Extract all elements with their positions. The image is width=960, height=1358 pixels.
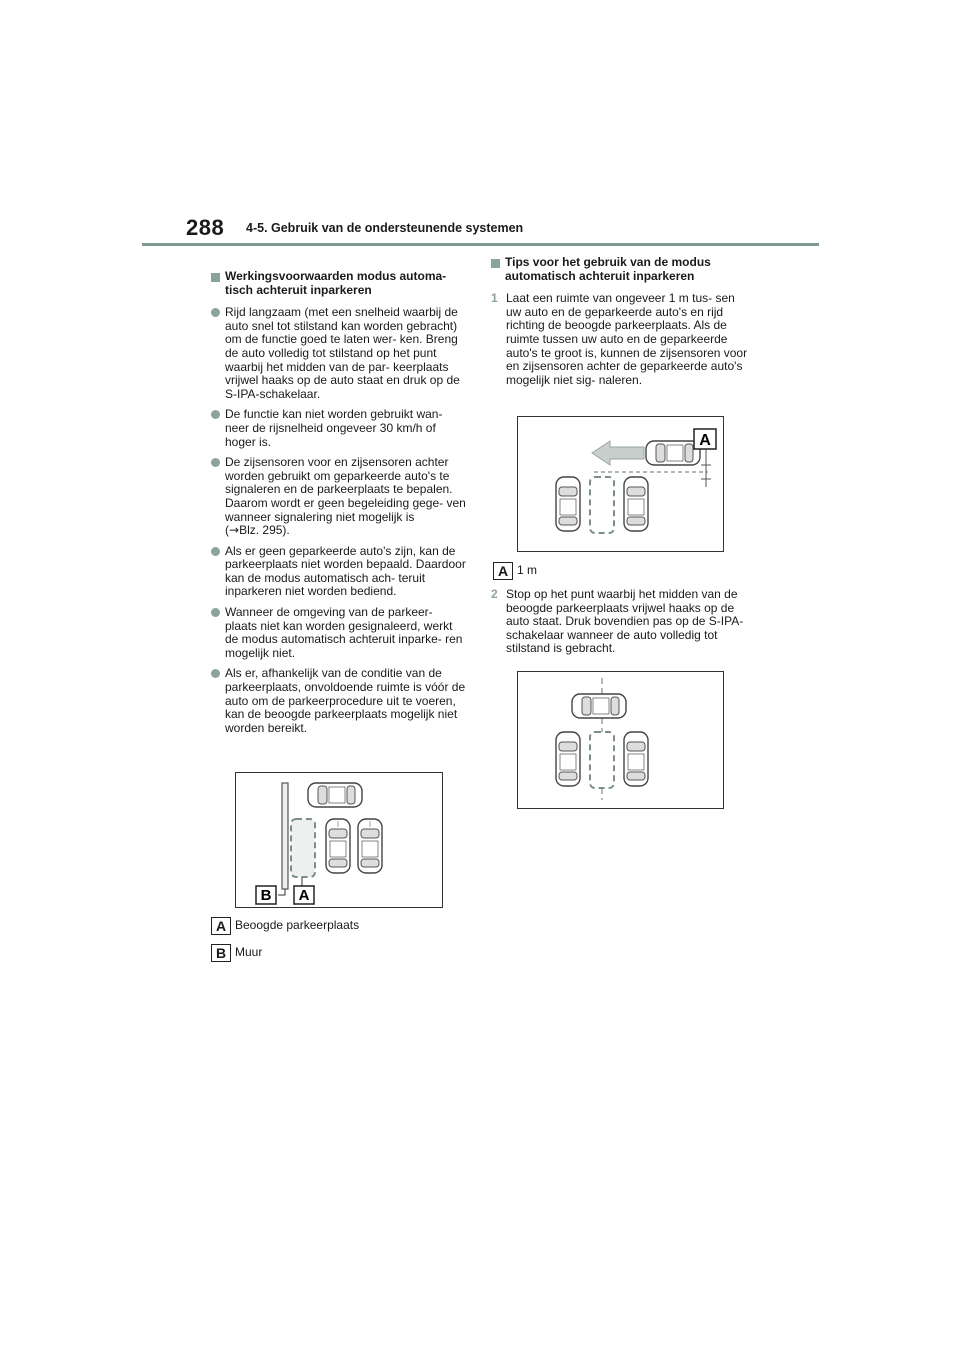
illustration-target-space-wall bbox=[235, 772, 443, 908]
round-bullet-icon bbox=[211, 608, 220, 617]
round-bullet-icon bbox=[211, 410, 220, 419]
step-number: 2 bbox=[491, 587, 498, 601]
round-bullet-icon bbox=[211, 547, 220, 556]
section-heading-tips: Tips voor het gebruik van de modus automatisch achteruit inparkeren bbox=[490, 256, 752, 283]
legend-item-a: A 1 m bbox=[493, 562, 537, 580]
legend-item-a: A Beoogde parkeerplaats bbox=[211, 917, 359, 935]
step-item: 2 Stop op het punt waarbij het midden van de beoogde parkeerplaats vrijwel haaks op de auto staat. Druk bovendien pas op de S-IPA-schakelaar wanneer de auto volledig tot stilstand is gebracht. bbox=[491, 587, 744, 656]
list-item: Wanneer de omgeving van de parkeer- plaats niet kan worden gesignaleerd, werkt de modus automatisch achteruit inparke- ren mogelijk niet. bbox=[210, 606, 468, 660]
step-item: 1 Laat een ruimte van ongeveer 1 m tus- sen uw auto en de geparkeerde auto's en rijd richting de beoogde parkeerplaats. Als de ruimte tussen uw auto en de geparkeerde auto's te groot is, kunnen de zijsensoren voor en zijsensoren achter de geparkeerde auto's mogelijk niet sig- naleren. bbox=[491, 291, 748, 387]
legend-item-b: B Muur bbox=[211, 944, 262, 962]
chapter-title: 4-5. Gebruik van de ondersteunende systemen bbox=[246, 221, 524, 235]
illustration-approach-distance bbox=[517, 416, 724, 552]
square-bullet-icon bbox=[491, 259, 500, 268]
list-item: Als er, afhankelijk van de conditie van de parkeerplaats, onvoldoende ruimte is vóór de auto om de parkeerprocedure uit te voeren, kan de beoogde parkeerplaats mogelijk niet worden bereikt. bbox=[210, 667, 468, 735]
arrow-right-icon: → bbox=[229, 523, 240, 538]
list-item: Als er geen geparkeerde auto's zijn, kan de parkeerplaats niet worden bepaald. Daardoor kan de modus automatisch ach- teruit inparkeren niet worden bediend. bbox=[210, 545, 468, 599]
page-number: 288 bbox=[186, 215, 225, 240]
list-item: De functie kan niet worden gebruikt wan- neer de rijsnelheid ongeveer 30 km/h of hoger is. bbox=[210, 408, 468, 449]
fig-label-a: A bbox=[699, 432, 711, 449]
header-rule bbox=[142, 243, 819, 246]
left-column bbox=[210, 270, 468, 742]
fig-label-b: B bbox=[260, 887, 272, 904]
fig-label-a: A bbox=[298, 887, 310, 904]
square-bullet-icon bbox=[211, 273, 220, 282]
round-bullet-icon bbox=[211, 308, 220, 317]
page-reference-link[interactable]: Blz. 295). bbox=[239, 523, 290, 538]
illustration-stop-position bbox=[517, 671, 724, 809]
step-number: 1 bbox=[491, 291, 498, 306]
right-column bbox=[490, 256, 752, 396]
legend-badge: A bbox=[493, 562, 513, 580]
list-item: De zijsensoren voor en zijsensoren achter worden gebruikt om geparkeerde auto's te signaleren en de parkeerplaats te bepalen. Daarom wordt er geen begeleiding gege- ven wanneer signalering niet mogelijk is (→Blz. 295). bbox=[210, 456, 468, 538]
list-item: Rijd langzaam (met een snelheid waarbij de auto snel tot stilstand kan worden gebracht) om de functie goed te laten wer- ken. Breng de auto volledig tot stilstand op het punt waarbij het midden van de par- keerplaats vrijwel haaks op de auto staat en druk op de S-IPA-schakelaar. bbox=[210, 306, 468, 401]
legend-badge: A bbox=[211, 917, 231, 935]
section-heading-conditions: Werkingsvoorwaarden modus automa- tisch achteruit inparkeren bbox=[210, 270, 468, 297]
legend-badge: B bbox=[211, 944, 231, 962]
round-bullet-icon bbox=[211, 669, 220, 678]
right-column-step2 bbox=[490, 588, 752, 665]
round-bullet-icon bbox=[211, 458, 220, 467]
